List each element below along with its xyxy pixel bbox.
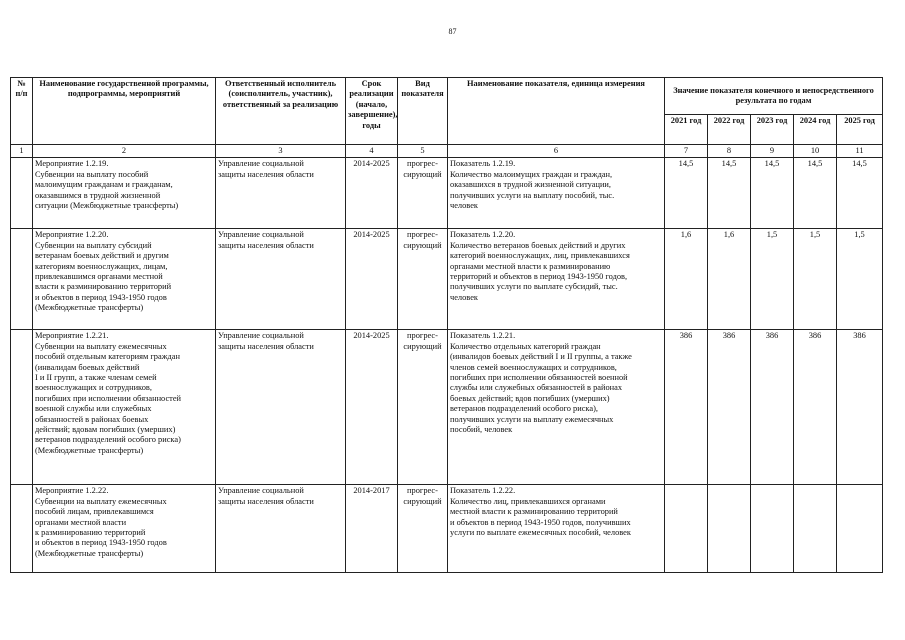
column-number: 4 [346,145,398,158]
value-2022: 386 [708,330,751,485]
value-2023 [751,485,794,573]
row-number [11,158,33,229]
column-number: 10 [794,145,837,158]
indicator-type: прогрес- сирующий [398,158,448,229]
column-numbers-row [11,145,883,158]
indicator-name: Показатель 1.2.20. Количество ветеранов боевых действий и других категорий военнослужащих, лиц, привлекавшихся органами местной власти к разминированию территорий и объектов в период 1943-1950 годов, получивших услуги по выплате субсидий, тыс. человек [448,229,665,330]
responsible: Управление социальной защиты населения области [216,330,346,485]
indicator-name: Показатель 1.2.21. Количество отдельных категорий граждан (инвалидов боевых действий I и II группы, а также членов семей военнослужащих и сотрудников, погибших при исполнении обязанностей военной службы или служебных обязанностей в районах боевых действий; вдов погибших (умерших) ветеранов подразделений особого риска), получивших услуги на выплату ежемесячных пособий, человек [448,330,665,485]
indicator-name: Показатель 1.2.19. Количество малоимущих граждан и граждан, оказавшихся в трудной жизненной ситуации, получивших услуги на выплату пособий, тыс. человек [448,158,665,229]
column-number: 6 [448,145,665,158]
value-2024: 1,5 [794,229,837,330]
value-2022 [708,485,751,573]
value-2023: 386 [751,330,794,485]
indicator-type: прогрес- сирующий [398,485,448,573]
column-number: 9 [751,145,794,158]
value-2021: 14,5 [665,158,708,229]
measure-name: Мероприятие 1.2.21. Субвенции на выплату ежемесячных пособий отдельным категориям граждан (инвалидам боевых действий I и II групп, а также членам семей военнослужащих и сотрудников, погибших при исполнении обязанностей военной службы или служебных обязанностей в районах боевых действий; вдовам погибших (умерших) ветеранов подразделений особого риска) (Межбюджетные трансферты) [33,330,216,485]
indicator-type: прогрес- сирующий [398,229,448,330]
value-2025: 386 [837,330,883,485]
header-type: Вид показателя [398,78,448,145]
value-2025 [837,485,883,573]
value-2023: 1,5 [751,229,794,330]
table-row [11,229,883,330]
value-2022: 1,6 [708,229,751,330]
column-number: 5 [398,145,448,158]
value-2021 [665,485,708,573]
measure-name: Мероприятие 1.2.20. Субвенции на выплату субсидий ветеранам боевых действий и другим категориям военнослужащих, лицам, привлекавшимся органами местной власти к разминированию территорий и объектов в период 1943-1950 годов (Межбюджетные трансферты) [33,229,216,330]
header-no: № п/п [11,78,33,145]
header-year: 2021 год [665,115,708,145]
header-indicator: Наименование показателя, единица измерения [448,78,665,145]
term: 2014-2025 [346,229,398,330]
term: 2014-2025 [346,158,398,229]
table-row [11,158,883,229]
header-term: Срок реализации (начало, завершение), годы [346,78,398,145]
column-number: 3 [216,145,346,158]
header-year: 2023 год [751,115,794,145]
responsible: Управление социальной защиты населения области [216,485,346,573]
term: 2014-2017 [346,485,398,573]
responsible: Управление социальной защиты населения области [216,158,346,229]
measure-name: Мероприятие 1.2.19. Субвенции на выплату пособий малоимущим гражданам и гражданам, оказавшимся в трудной жизненной ситуации (Межбюджетные трансферты) [33,158,216,229]
column-number: 7 [665,145,708,158]
row-number [11,485,33,573]
page-number: 87 [448,27,457,36]
column-number: 8 [708,145,751,158]
row-number [11,229,33,330]
table-row [11,485,883,573]
value-2021: 386 [665,330,708,485]
value-2025: 14,5 [837,158,883,229]
header-responsible: Ответственный исполнитель (соисполнитель, участник), ответственный за реализацию [216,78,346,145]
column-number: 2 [33,145,216,158]
indicator-name: Показатель 1.2.22. Количество лиц, привлекавшихся органами местной власти к разминированию территорий и объектов в период 1943-1950 годов, получивших услуги по выплате ежемесячных пособий, человек [448,485,665,573]
row-number [11,330,33,485]
measure-name: Мероприятие 1.2.22. Субвенции на выплату ежемесячных пособий лицам, привлекавшимся органами местной власти к разминированию территорий и объектов в период 1943-1950 годов (Межбюджетные трансферты) [33,485,216,573]
header-year: 2024 год [794,115,837,145]
table-row [11,330,883,485]
indicators-table [10,77,883,573]
column-number: 11 [837,145,883,158]
value-2024: 386 [794,330,837,485]
responsible: Управление социальной защиты населения области [216,229,346,330]
header-values: Значение показателя конечного и непосредственного результата по годам [665,78,883,115]
value-2024 [794,485,837,573]
value-2022: 14,5 [708,158,751,229]
header-year: 2022 год [708,115,751,145]
value-2024: 14,5 [794,158,837,229]
column-number: 1 [11,145,33,158]
value-2025: 1,5 [837,229,883,330]
header-year: 2025 год [837,115,883,145]
value-2021: 1,6 [665,229,708,330]
term: 2014-2025 [346,330,398,485]
header-name: Наименование государственной программы, подпрограммы, мероприятий [33,78,216,145]
value-2023: 14,5 [751,158,794,229]
indicator-type: прогрес- сирующий [398,330,448,485]
